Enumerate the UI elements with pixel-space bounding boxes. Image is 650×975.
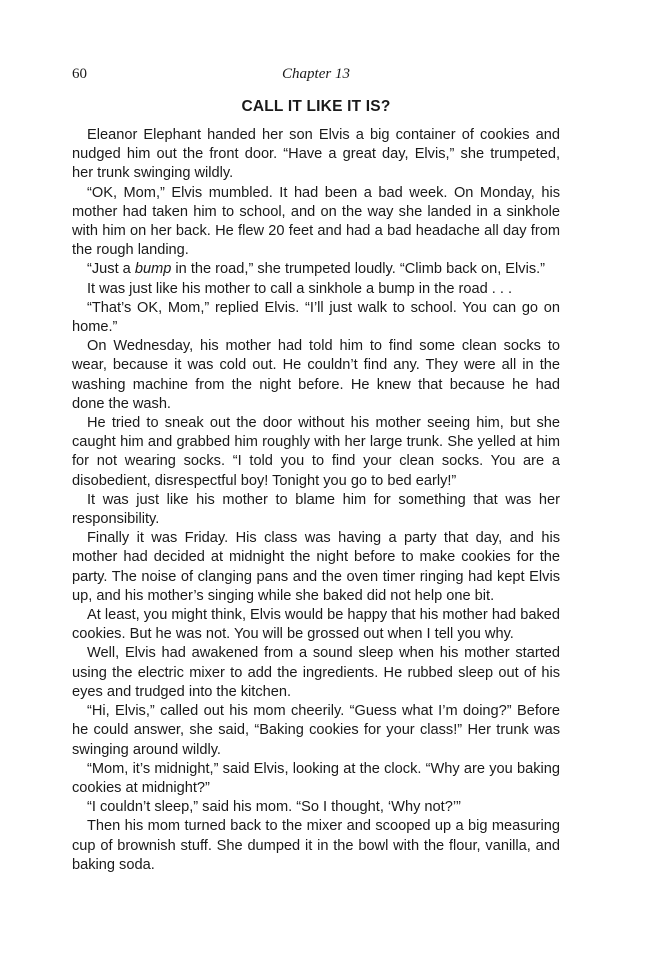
- paragraph: It was just like his mother to blame him for something that was her responsibility.: [72, 491, 560, 528]
- story-body: [72, 126, 560, 875]
- paragraph: He tried to sneak out the door without his mother seeing him, but she caught him and grabbed him roughly with her large trunk. She yelled at him for not wearing socks. “I told you to find your clean socks. You are a disobedient, disrespectful boy! Tonight you go to bed early!”: [72, 415, 560, 489]
- paragraph: At least, you might think, Elvis would be happy that his mother had baked cookies. But he was not. You will be grossed out when I tell you why.: [72, 607, 560, 643]
- paragraph: It was just like his mother to call a sinkhole a bump in the road . . .: [87, 280, 513, 297]
- emphasized-word: bump: [134, 261, 172, 278]
- book-page: [72, 62, 560, 875]
- paragraph: [72, 260, 560, 279]
- paragraph: “Hi, Elvis,” called out his mom cheerily. “Guess what I’m doing?” Before he could answer, she said, “Baking cookies for your class!” Her trunk was swinging around wildly.: [72, 703, 560, 758]
- story-title: CALL IT LIKE IT IS?: [241, 98, 391, 115]
- paragraph: “OK, Mom,” Elvis mumbled. It had been a bad week. On Monday, his mother had taken him to school, and on the way she landed in a sinkhole with him on her back. He flew 20 feet and had a bad headache all day from the rough landing.: [72, 184, 560, 259]
- paragraph: Finally it was Friday. His class was having a party that day, and his mother had decided at midnight the night before to make cookies for the party. The noise of clanging pans and the oven timer ringing had kept Elvis up, and his mother’s singing while she baked did not help one bit.: [72, 530, 560, 604]
- paragraph: Eleanor Elephant handed her son Elvis a big container of cookies and nudged him out the front door. “Have a great day, Elvis,” she trumpeted, her trunk swinging wildly.: [72, 127, 560, 182]
- paragraph: Well, Elvis had awakened from a sound sleep when his mother started using the electric mixer to add the ingredients. He rubbed sleep out of his eyes and trudged into the kitchen.: [72, 645, 560, 700]
- paragraph: “Mom, it’s midnight,” said Elvis, looking at the clock. “Why are you baking cookies at midnight?”: [72, 760, 560, 796]
- paragraph: On Wednesday, his mother had told him to find some clean socks to wear, because it was cold out. He couldn’t find any. They were all in the washing machine from the night before. He knew that because he had done the wash.: [72, 338, 560, 412]
- paragraph: Then his mom turned back to the mixer and scooped up a big measuring cup of brownish stuff. She dumped it in the bowl with the flour, vanilla, and baking soda.: [72, 818, 560, 873]
- page-number: 60: [72, 66, 87, 82]
- running-head: [72, 62, 560, 84]
- text-run: “Just a: [87, 261, 135, 278]
- text-run: in the road,” she trumpeted loudly. “Climb back on, Elvis.”: [171, 261, 546, 278]
- chapter-label: Chapter 13: [282, 66, 350, 82]
- paragraph: “That’s OK, Mom,” replied Elvis. “I’ll just walk to school. You can go on home.”: [72, 299, 560, 336]
- paragraph: “I couldn’t sleep,” said his mom. “So I thought, ‘Why not?’”: [87, 799, 461, 816]
